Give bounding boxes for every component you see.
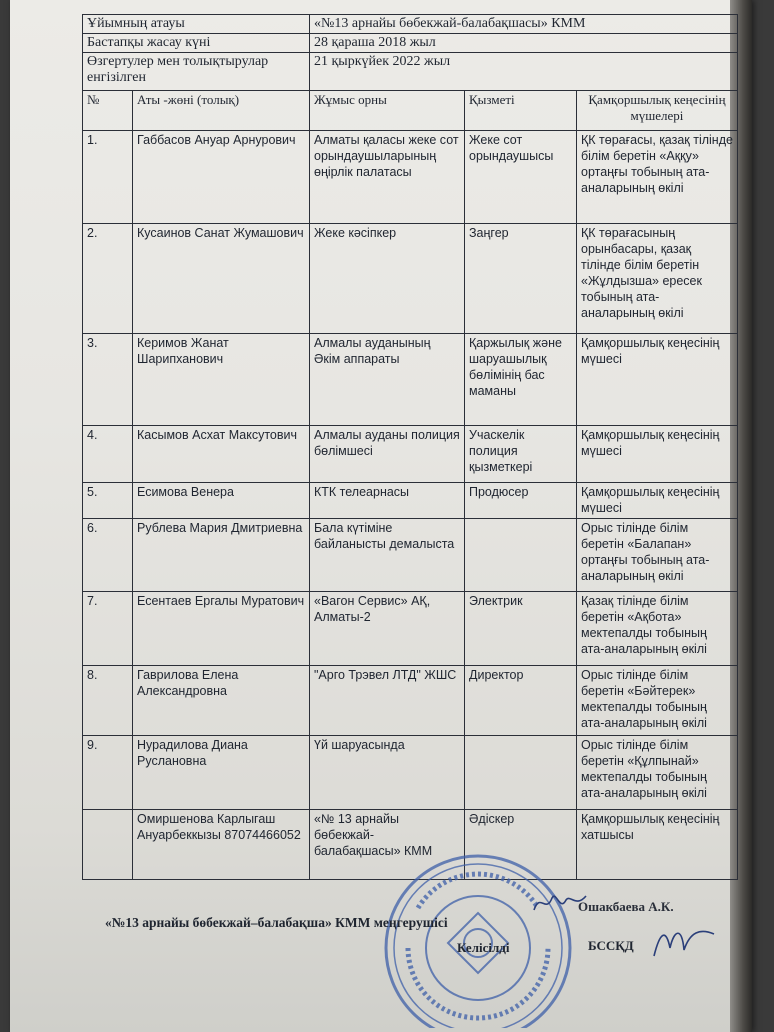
member-name: Габбасов Ануар Арнурович	[133, 131, 310, 224]
member-workplace: "Арго Трэвел ЛТД" ЖШС	[310, 666, 465, 736]
row-number: 4.	[83, 426, 133, 483]
table-row	[83, 483, 738, 519]
table-row	[83, 426, 738, 483]
member-workplace: Жеке кәсіпкер	[310, 224, 465, 334]
row-number: 2.	[83, 224, 133, 334]
table-row	[83, 131, 738, 224]
member-name: Касымов Асхат Максутович	[133, 426, 310, 483]
member-position: Электрик	[465, 592, 577, 666]
member-role: Орыс тілінде білім беретін «Балапан» ортаңғы тобының ата-аналарының өкілі	[577, 519, 738, 592]
changes-value: 21 қыркүйек 2022 жыл	[310, 53, 738, 91]
bsskd-label: БССҚД	[588, 938, 634, 953]
member-name: Кусаинов Санат Жумашович	[133, 224, 310, 334]
member-position: Заңгер	[465, 224, 577, 334]
member-position: Жеке сот орындаушысы	[465, 131, 577, 224]
row-number	[83, 810, 133, 880]
member-workplace: Алмалы ауданы полиция бөлімшесі	[310, 426, 465, 483]
column-header-row	[83, 91, 738, 131]
member-position	[465, 736, 577, 810]
col-header-position: Қызметі	[465, 91, 577, 131]
member-name: Гаврилова Елена Александровна	[133, 666, 310, 736]
table-row	[83, 519, 738, 592]
org-label: Ұйымның атауы	[83, 15, 310, 34]
member-workplace: «№ 13 арнайы бөбекжай-балабақшасы» КММ	[310, 810, 465, 880]
member-workplace: Бала күтіміне байланысты демалыста	[310, 519, 465, 592]
bsskd-signature-icon	[648, 922, 718, 962]
member-role: ҚК төрағасы, қазақ тілінде білім беретін «Аққу» ортаңғы тобының ата-аналарының өкілі	[577, 131, 738, 224]
row-number: 6.	[83, 519, 133, 592]
member-role: Қамқоршылық кеңесінің хатшысы	[577, 810, 738, 880]
member-name: Омиршенова Карлыгаш Ануарбеккызы 87074466052	[133, 810, 310, 880]
header-row-date	[83, 34, 738, 53]
row-number: 8.	[83, 666, 133, 736]
table-row	[83, 224, 738, 334]
trustee-board-table	[82, 14, 738, 880]
agreed-label: Келісілді	[457, 940, 510, 955]
table-row	[83, 736, 738, 810]
member-position: Әдіскер	[465, 810, 577, 880]
member-position: Директор	[465, 666, 577, 736]
table-row	[83, 810, 738, 880]
date-value: 28 қараша 2018 жыл	[310, 34, 738, 53]
date-label: Бастапқы жасау күні	[83, 34, 310, 53]
header-row-changes	[83, 53, 738, 91]
table-row	[83, 666, 738, 736]
row-number: 1.	[83, 131, 133, 224]
row-number: 9.	[83, 736, 133, 810]
row-number: 3.	[83, 334, 133, 426]
table-row	[83, 592, 738, 666]
member-workplace: КТК телеарнасы	[310, 483, 465, 519]
org-value: «№13 арнайы бөбекжай-балабақшасы» КММ	[310, 15, 738, 34]
head-of-organization-label: «№13 арнайы бөбекжай–балабақша» КММ меңгерушісі	[105, 915, 448, 930]
changes-label: Өзгертулер мен толықтырулар енгізілген	[83, 53, 310, 91]
member-role: Қазақ тілінде білім беретін «Ақбота» мектепалды тобының ата-аналарының өкілі	[577, 592, 738, 666]
member-name: Нурадилова Диана Руслановна	[133, 736, 310, 810]
col-header-name: Аты -жөні (толық)	[133, 91, 310, 131]
member-workplace: Алмалы ауданының Әкім аппараты	[310, 334, 465, 426]
member-name: Есентаев Ергалы Муратович	[133, 592, 310, 666]
signer-name: Ошакбаева А.К.	[578, 899, 674, 914]
head-signature-icon	[530, 888, 590, 918]
member-workplace: «Вагон Сервис» АҚ, Алматы-2	[310, 592, 465, 666]
member-name: Керимов Жанат Шарипханович	[133, 334, 310, 426]
col-header-work: Жұмыс орны	[310, 91, 465, 131]
col-header-num: №	[83, 91, 133, 131]
member-name: Рублева Мария Дмитриевна	[133, 519, 310, 592]
member-position: Продюсер	[465, 483, 577, 519]
member-role: Қамқоршылық кеңесінің мүшесі	[577, 483, 738, 519]
member-role: Қамқоршылық кеңесінің мүшесі	[577, 426, 738, 483]
member-position: Учаскелік полиция қызметкері	[465, 426, 577, 483]
table-row	[83, 334, 738, 426]
row-number: 7.	[83, 592, 133, 666]
member-role: Қамқоршылық кеңесінің мүшесі	[577, 334, 738, 426]
member-name: Есимова Венера	[133, 483, 310, 519]
member-role: Орыс тілінде білім беретін «Бәйтерек» мектепалды тобының ата-аналарының өкілі	[577, 666, 738, 736]
member-workplace: Алматы қаласы жеке сот орындаушыларының өңірлік палатасы	[310, 131, 465, 224]
member-role: ҚК төрағасының орынбасары, қазақ тілінде білім беретін «Жұлдызша» ересек тобының ата-аналарының өкілі	[577, 224, 738, 334]
document-page	[10, 0, 752, 1032]
member-workplace: Үй шаруасында	[310, 736, 465, 810]
row-number: 5.	[83, 483, 133, 519]
col-header-role: Қамқоршылық кеңесінің мүшелері	[577, 91, 738, 131]
member-role: Орыс тілінде білім беретін «Құлпынай» мектепалды тобының ата-аналарының өкілі	[577, 736, 738, 810]
header-row-organization	[83, 15, 738, 34]
member-position	[465, 519, 577, 592]
member-position: Қаржылық және шаруашылық бөлімінің бас маманы	[465, 334, 577, 426]
